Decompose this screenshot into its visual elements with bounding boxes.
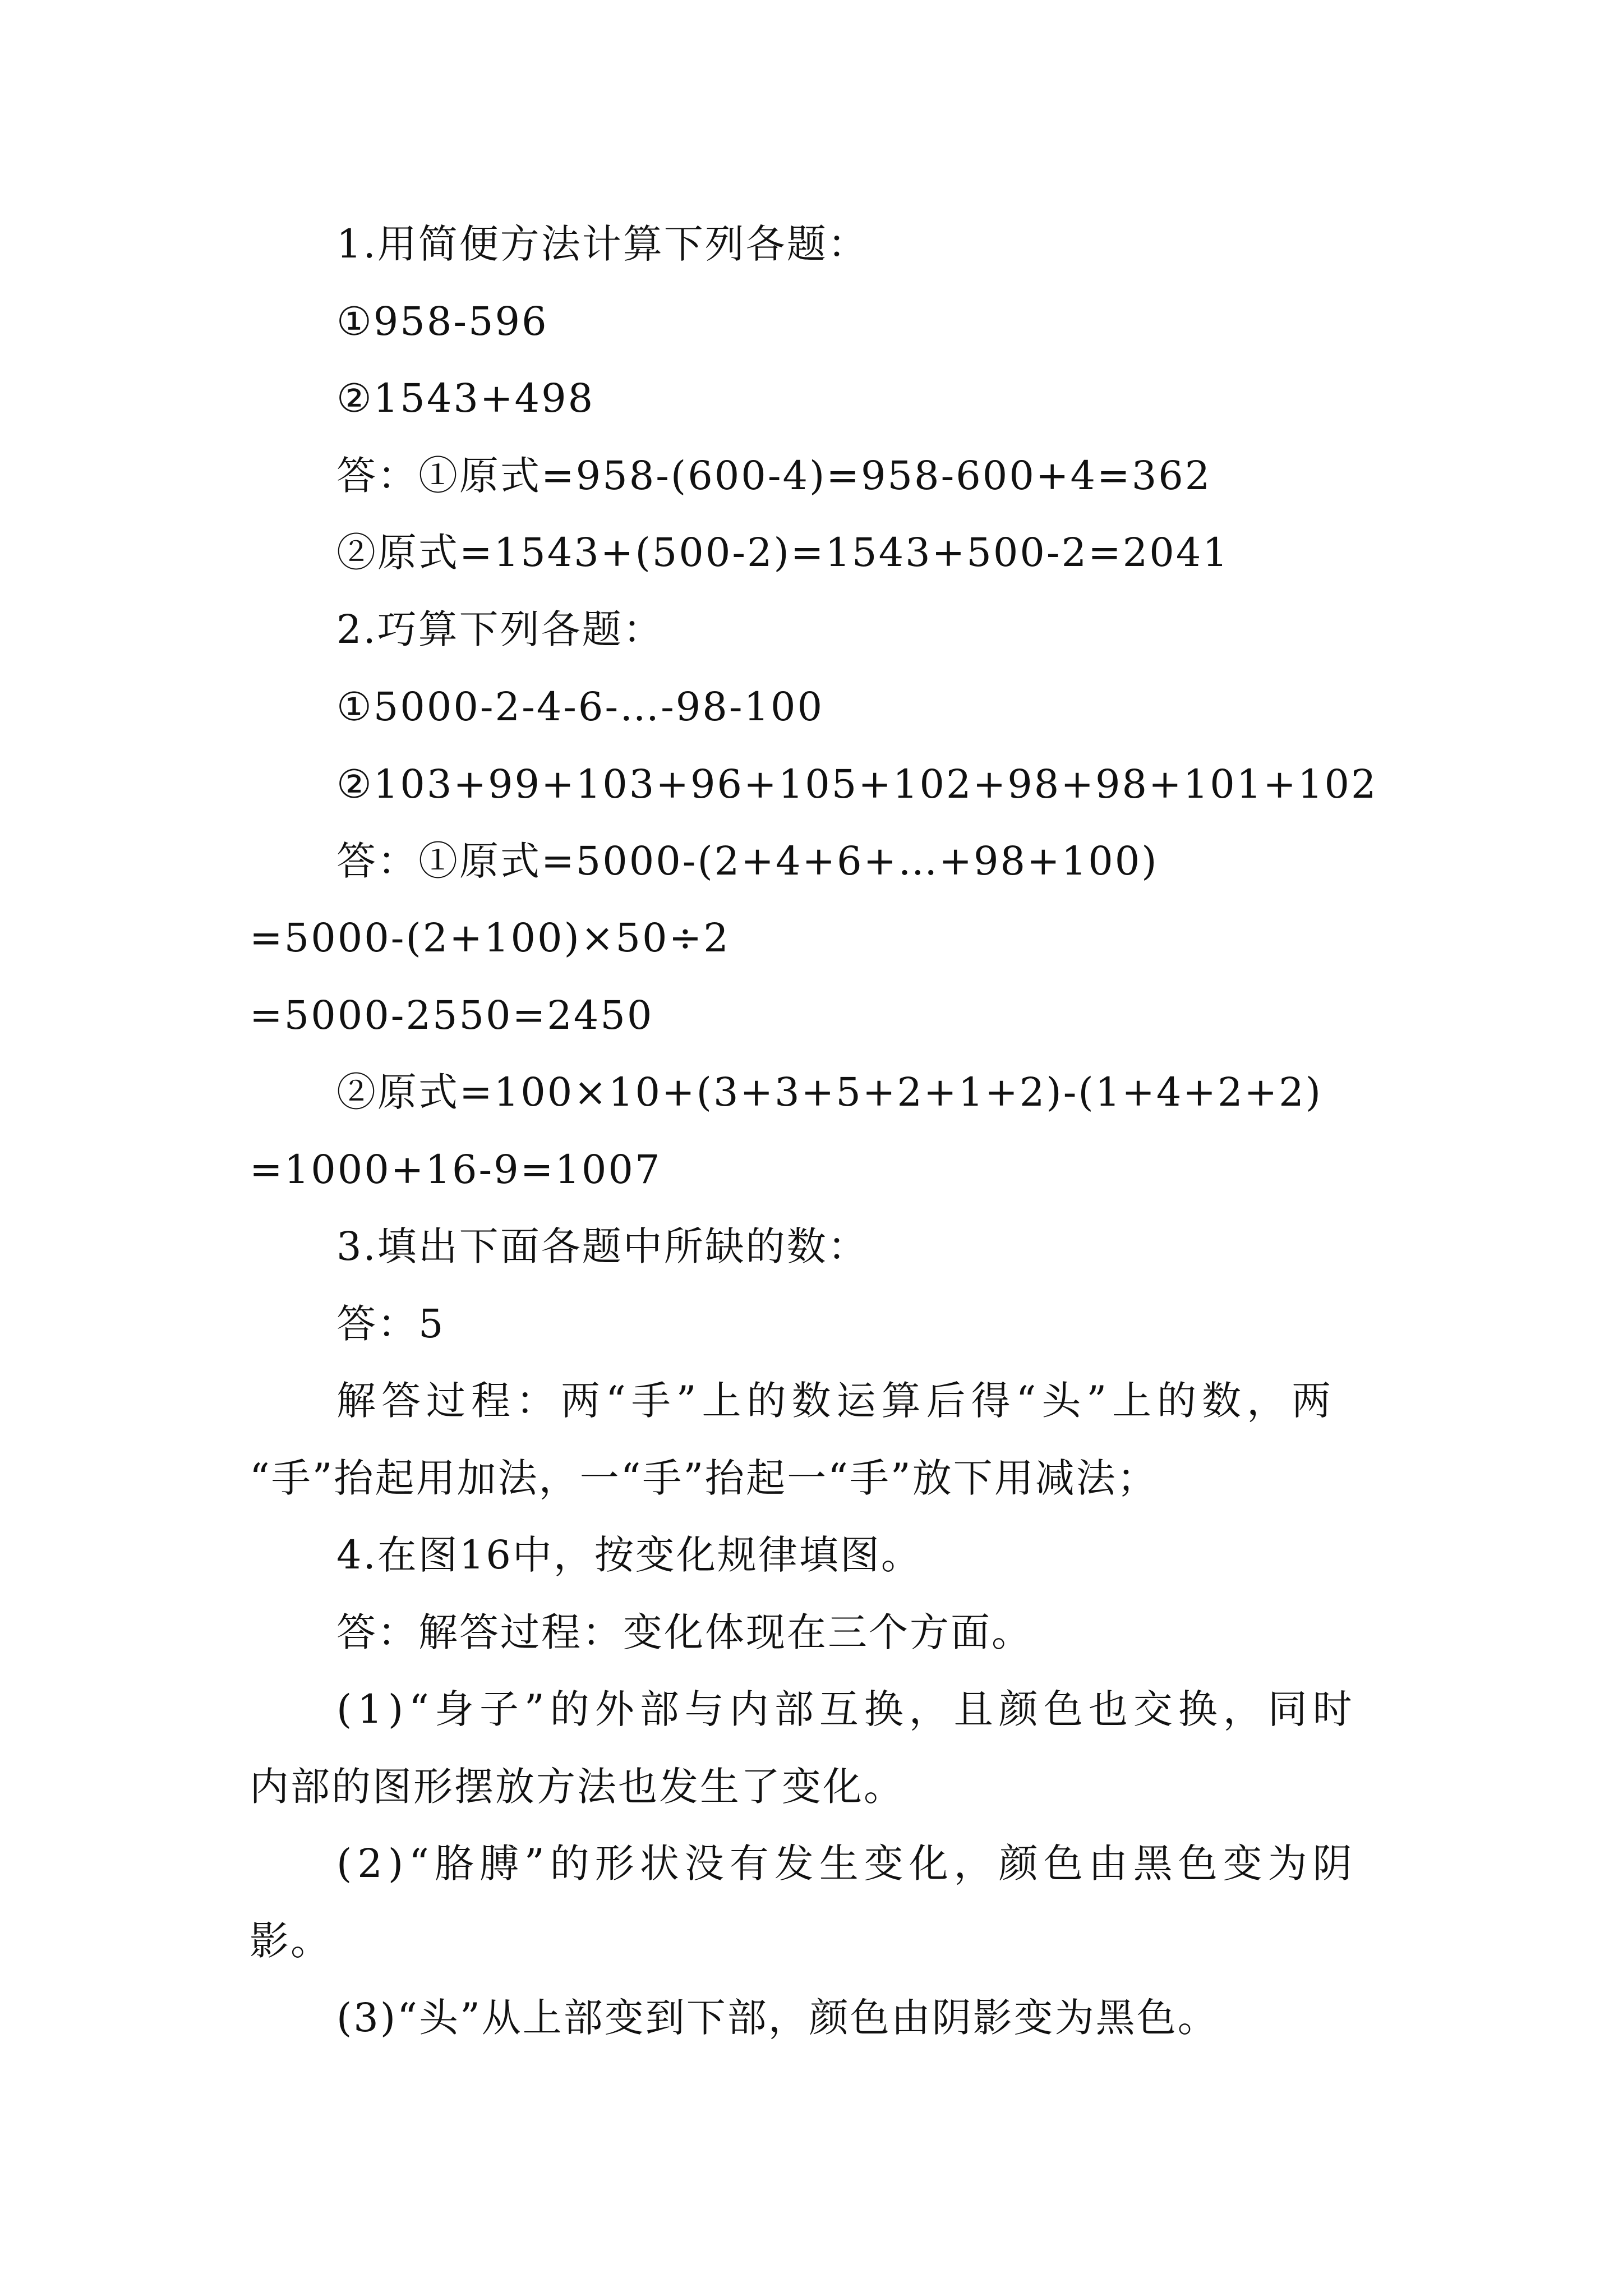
q4-point-1-cont: 内部的图形摆放方法也发生了变化。 — [250, 1764, 905, 1810]
q4-heading: 4.在图16中，按变化规律填图。 — [336, 1532, 922, 1578]
q1-answer-2: ②原式=1543+(500-2)=1543+500-2=2041 — [336, 530, 1229, 576]
q4-point-2-cont: 影。 — [250, 1918, 331, 1964]
q3-heading: 3.填出下面各题中所缺的数： — [336, 1223, 869, 1269]
q4-point-1: (1)“身子”的外部与内部互换，且颜色也交换，同时 — [336, 1686, 1358, 1732]
q3-explanation: 解答过程：两“手”上的数运算后得“头”上的数，两 — [336, 1378, 1337, 1424]
q2-item-1: ①5000-2-4-6-…-98-100 — [336, 684, 824, 730]
q2-answer-2-result: =1000+16-9=1007 — [250, 1147, 662, 1193]
q2-heading: 2.巧算下列各题： — [336, 606, 664, 652]
q1-answer-1: 答：①原式=958-(600-4)=958-600+4=362 — [336, 453, 1212, 499]
q1-heading: 1.用简便方法计算下列各题： — [336, 221, 869, 267]
q1-item-2: ②1543+498 — [336, 375, 595, 421]
q4-point-3: (3)“头”从上部变到下部，颜色由阴影变为黑色。 — [336, 1995, 1219, 2041]
q2-answer-2: ②原式=100×10+(3+3+5+2+1+2)-(1+4+2+2) — [336, 1069, 1323, 1115]
q4-point-2: (2)“胳膊”的形状没有发生变化，颜色由黑色变为阴 — [336, 1841, 1358, 1887]
q4-answer: 答：解答过程：变化体现在三个方面。 — [336, 1609, 1032, 1655]
q2-answer-1-step: =5000-(2+100)×50÷2 — [250, 915, 730, 961]
q3-answer: 答：5 — [336, 1301, 445, 1347]
q1-item-1: ①958-596 — [336, 298, 548, 344]
q2-answer-1: 答：①原式=5000-(2+4+6+…+98+100) — [336, 838, 1159, 884]
q2-item-2: ②103+99+103+96+105+102+98+98+101+102 — [336, 761, 1378, 807]
q2-answer-1-result: =5000-2550=2450 — [250, 992, 654, 1038]
q3-explanation-cont: “手”抬起用加法，一“手”抬起一“手”放下用减法； — [250, 1455, 1158, 1501]
